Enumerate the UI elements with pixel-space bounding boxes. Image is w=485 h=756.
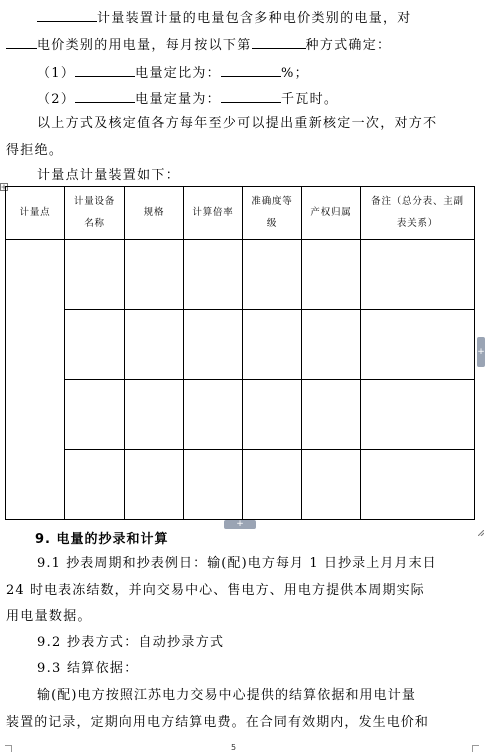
text: 千瓦时。	[280, 92, 339, 107]
header-cell: 准确度等 级	[243, 187, 302, 240]
table-cell[interactable]	[361, 240, 475, 310]
header-cell: 计量设备 名称	[65, 187, 125, 240]
option-line	[37, 89, 338, 109]
add-column-button[interactable]	[477, 337, 485, 367]
table-cell[interactable]	[65, 450, 125, 520]
paragraph-line	[6, 35, 391, 55]
header-cell: 备注（总分表、主副 表关系）	[361, 187, 475, 240]
header-cell: 产权归属	[302, 187, 361, 240]
table-cell[interactable]	[361, 380, 475, 450]
table-cell[interactable]	[361, 450, 475, 520]
table-cell[interactable]	[243, 240, 302, 310]
table-cell[interactable]	[243, 310, 302, 380]
paragraph-line: 以上方式及核定值各方每年至少可以提出重新核定一次，对方不	[37, 116, 438, 131]
table-cell[interactable]	[65, 240, 125, 310]
section-heading: 9. 电量的抄录和计算	[35, 532, 169, 547]
header-cell: 规格	[125, 187, 184, 240]
paragraph-line: 24 时电表冻结数，并向交易中心、售电方、用电方提供本周期实际	[6, 583, 425, 598]
paragraph-line: 用电量数据。	[6, 609, 92, 624]
move-icon[interactable]	[0, 176, 8, 184]
fill-blank[interactable]	[221, 63, 281, 77]
table-row	[6, 380, 475, 450]
text: 电量定比为：	[135, 66, 221, 81]
paragraph-line: 输(配)电方按照江苏电力交易中心提供的结算依据和用电计量	[37, 688, 416, 703]
fill-blank[interactable]	[75, 63, 135, 77]
table-cell[interactable]	[243, 450, 302, 520]
page-corner-mark	[5, 745, 12, 752]
paragraph-line	[37, 8, 412, 28]
fill-blank[interactable]	[37, 8, 97, 22]
table-cell[interactable]	[184, 310, 243, 380]
page-number: 5	[231, 743, 237, 752]
table-cell[interactable]	[361, 310, 475, 380]
text: 计量装置计量的电量包含多种电价类别的电量，对	[97, 11, 412, 26]
table-cell[interactable]	[65, 380, 125, 450]
table-row	[6, 240, 475, 310]
header-cell: 计量点	[6, 187, 65, 240]
add-row-button[interactable]	[224, 520, 256, 529]
table-header-row	[6, 187, 475, 240]
paragraph-line: 9.3 结算依据：	[37, 661, 139, 676]
table-cell[interactable]	[125, 450, 184, 520]
table-cell[interactable]	[125, 380, 184, 450]
paragraph-line: 得拒绝。	[6, 143, 64, 158]
paragraph-line: 装置的记录，定期向用电方结算电费。在合同有效期内，发生电价和	[6, 715, 430, 730]
text: 种方式确定：	[305, 38, 392, 53]
table-cell[interactable]	[65, 310, 125, 380]
plus-icon: +	[477, 347, 485, 357]
table-cell[interactable]	[302, 240, 361, 310]
fill-blank[interactable]	[252, 35, 306, 49]
fill-blank[interactable]	[6, 35, 37, 49]
page-corner-mark	[472, 745, 479, 752]
table-cell[interactable]	[184, 450, 243, 520]
text: %；	[280, 66, 309, 81]
option-label: （2）	[37, 92, 76, 107]
option-line	[37, 63, 309, 83]
table-row	[6, 310, 475, 380]
table-row	[6, 450, 475, 520]
table-cell[interactable]	[184, 380, 243, 450]
table-cell[interactable]	[125, 310, 184, 380]
paragraph-line: 9.1 抄表周期和抄表例日：输(配)电方每月 1 日抄录上月月末日	[37, 556, 437, 571]
text: 电价类别的用电量，每月按以下第	[37, 38, 252, 53]
plus-icon: +	[236, 519, 244, 529]
fill-blank[interactable]	[221, 89, 281, 103]
resize-handle[interactable]	[478, 521, 484, 527]
table-cell[interactable]	[125, 240, 184, 310]
table-cell[interactable]	[6, 240, 65, 520]
table-cell[interactable]	[302, 310, 361, 380]
paragraph-line: 9.2 抄表方式：自动抄录方式	[37, 635, 225, 650]
header-cell: 计算倍率	[184, 187, 243, 240]
table-intro: 计量点计量装置如下：	[37, 168, 181, 183]
fill-blank[interactable]	[75, 89, 135, 103]
table-cell[interactable]	[302, 450, 361, 520]
text: 电量定量为：	[135, 92, 221, 107]
table-cell[interactable]	[302, 380, 361, 450]
option-label: （1）	[37, 66, 76, 81]
table-cell[interactable]	[243, 380, 302, 450]
table-cell[interactable]	[184, 240, 243, 310]
meter-table	[5, 186, 475, 520]
